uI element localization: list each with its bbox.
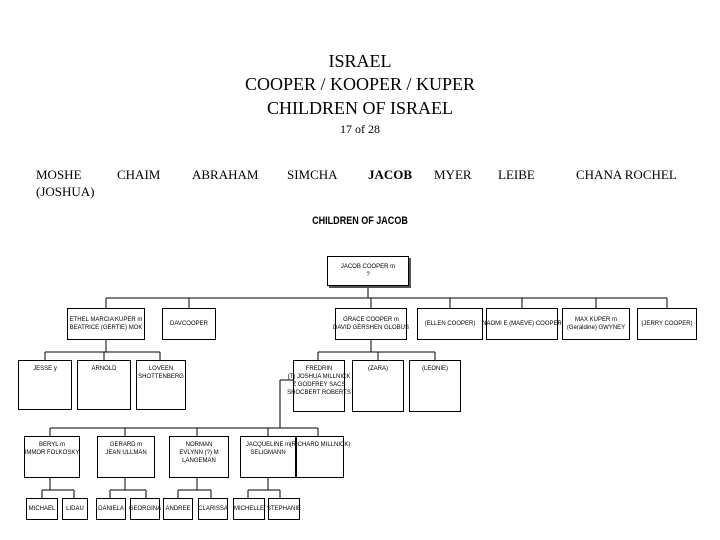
node-line: ANDREE: [165, 506, 191, 512]
node-beryl[interactable]: [24, 436, 80, 478]
node-michael[interactable]: [26, 498, 58, 520]
node-jacqueline[interactable]: [240, 436, 296, 478]
node-jerry[interactable]: [637, 308, 697, 340]
node-line: DANIELA: [98, 506, 124, 512]
node-michelle[interactable]: [233, 498, 265, 520]
node-naomi[interactable]: [482, 308, 562, 340]
node-gerard[interactable]: [97, 436, 155, 478]
node-line: MAX KUPER m: [574, 317, 617, 323]
node-line: SHOCBERT ROBERTS: [287, 390, 351, 396]
node-line: MICHAEL: [28, 506, 56, 512]
node-line: IMMOR FOLKOSKY: [24, 450, 80, 456]
page-number: 17 of 28: [340, 122, 380, 136]
tab-jacob[interactable]: JACOB: [368, 167, 413, 182]
node-line: GEORGINA: [128, 506, 162, 512]
node-line: BEATRICE (GERTIE) MOK: [69, 325, 143, 331]
node-norman[interactable]: [169, 436, 229, 478]
node-zara[interactable]: [352, 360, 404, 412]
node-line: EVLYNN (?) M: [179, 450, 219, 456]
tab-abraham[interactable]: ABRAHAM: [192, 167, 259, 182]
node-georgina[interactable]: [130, 498, 160, 520]
node-line: FREDRIN: [305, 366, 333, 372]
node-line: JACQUELINE m: [245, 442, 291, 448]
node-line: JEAN ULLMAN: [105, 450, 147, 456]
node-line: STEPHANIE: [267, 506, 302, 512]
node-line: (ZARA): [368, 366, 388, 372]
node-line: GRACE COOPER m: [343, 317, 399, 323]
node-line: DAVCOOPER: [170, 321, 208, 327]
node-ellen[interactable]: [417, 308, 483, 340]
tab-leibe[interactable]: LEIBE: [498, 167, 535, 182]
node-line: DAVID GERSHEN GLOBUS: [333, 325, 409, 331]
node-line: NORMAN: [185, 442, 213, 448]
node-line: SELIGMANN: [250, 450, 286, 456]
node-arnold[interactable]: [77, 360, 131, 410]
node-fredrin[interactable]: [287, 360, 351, 412]
node-clarissa[interactable]: [198, 498, 228, 520]
node-leonie[interactable]: [409, 360, 461, 412]
node-line: LANGEMAN: [182, 458, 216, 464]
node-lidau[interactable]: [62, 498, 88, 520]
node-line: (JERRY COOPER): [641, 321, 693, 327]
node-line: SHOTTENBERG: [138, 374, 184, 380]
title-line-3: CHILDREN OF ISRAEL: [266, 98, 453, 118]
node-richard[interactable]: [289, 436, 351, 478]
node-line: ?: [366, 272, 370, 278]
node-max[interactable]: [562, 308, 630, 340]
node-stephanie[interactable]: [268, 498, 300, 520]
node-line: JESSE y: [33, 366, 57, 372]
node-davcooper[interactable]: [162, 308, 216, 340]
node-andree[interactable]: [163, 498, 193, 520]
node-line: (Geraldine) GWYNEY: [566, 325, 626, 331]
node-jacob-cooper[interactable]: [327, 256, 409, 286]
title-line-1: ISRAEL: [328, 51, 392, 71]
tab-moshe[interactable]: MOSHE: [36, 167, 82, 182]
node-line: JACOB COOPER m: [340, 264, 396, 270]
node-line: (RICHARD MILLNICK): [289, 442, 351, 448]
tab-moshe-sub: (JOSHUA): [36, 184, 95, 199]
node-line: (T) JOSHUA MILLNICK: [287, 374, 351, 380]
node-line: ARNOLD: [91, 366, 117, 372]
node-line: MICHELLE: [234, 506, 265, 512]
node-daniela[interactable]: [96, 498, 126, 520]
tab-chana-rochel[interactable]: CHANA ROCHEL: [576, 167, 677, 182]
node-line: ETHEL MARCIA KUPER m: [69, 317, 143, 323]
node-line: NAOMI E (MAEVE) COOPER: [482, 321, 562, 327]
node-loveen[interactable]: [136, 360, 186, 410]
node-line: LOVEEN: [148, 366, 174, 372]
title-line-2: COOPER / KOOPER / KUPER: [244, 74, 476, 94]
node-line: GERARD m: [109, 442, 143, 448]
node-jesse[interactable]: [18, 360, 72, 410]
chart-title: CHILDREN OF JACOB: [312, 215, 408, 227]
node-line: (ELLEN COOPER): [424, 321, 476, 327]
tab-simcha[interactable]: SIMCHA: [287, 167, 338, 182]
node-line: (LEONIE): [421, 366, 448, 372]
node-ethel[interactable]: [67, 308, 145, 340]
tab-chaim[interactable]: CHAIM: [117, 167, 161, 182]
tab-myer[interactable]: MYER: [434, 167, 472, 182]
node-line: CLARISSA: [198, 506, 228, 512]
node-grace[interactable]: [335, 308, 407, 340]
node-line: BERYL m: [38, 442, 65, 448]
node-line: Z GODFREY SACS: [292, 382, 346, 388]
node-line: LIDAU: [66, 506, 84, 512]
